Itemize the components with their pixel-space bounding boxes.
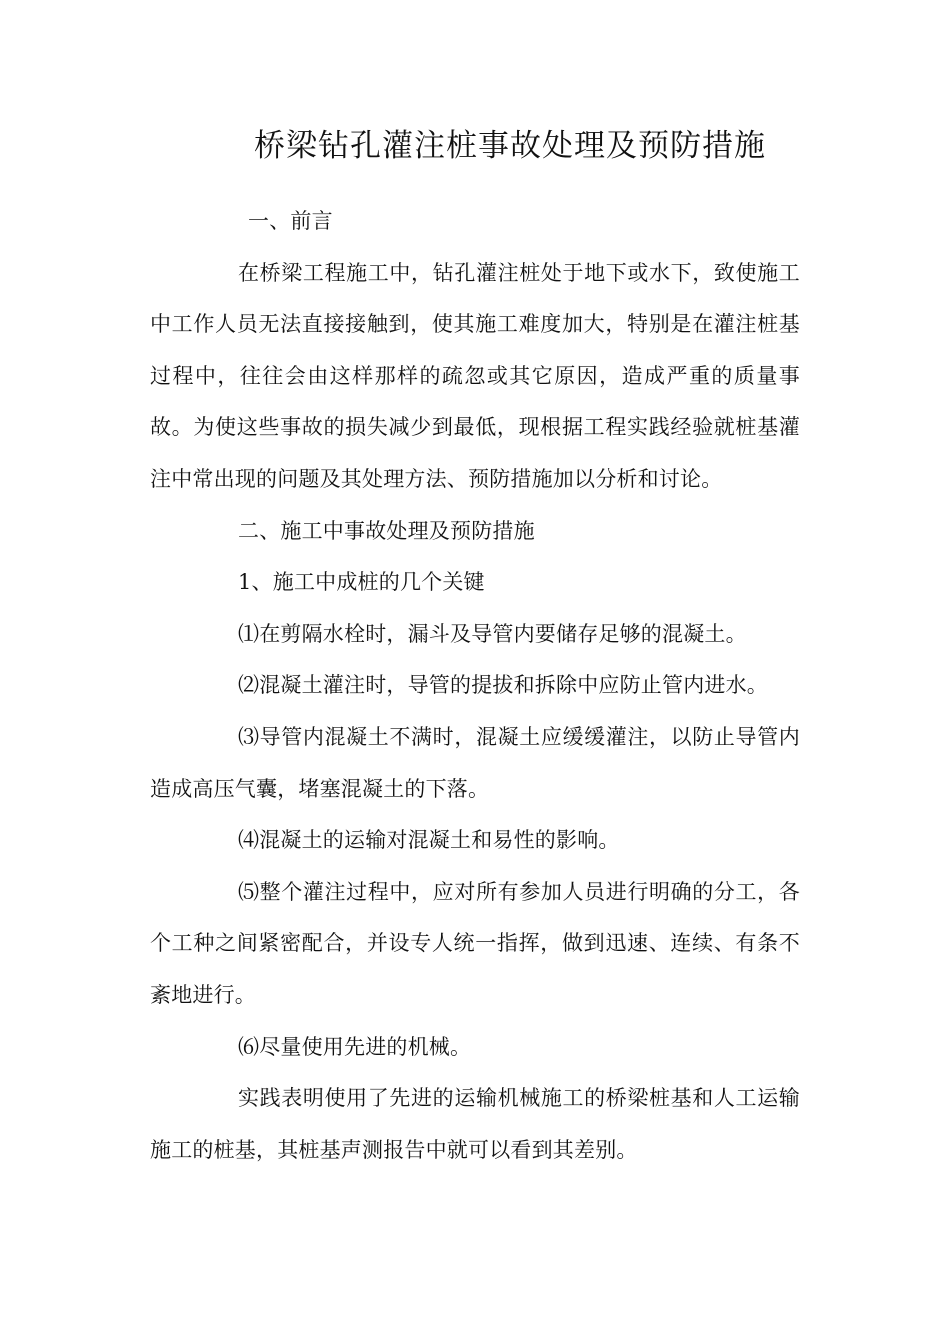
practice-paragraph: 实践表明使用了先进的运输机械施工的桥梁桩基和人工运输施工的桩基，其桩基声测报告中就可以看到其差别。 (150, 1086, 800, 1162)
preface-paragraph: 在桥梁工程施工中，钻孔灌注桩处于地下或水下，致使施工中工作人员无法直接接触到，使其施工难度加大，特别是在灌注桩基过程中，往往会由这样那样的疏忽或其它原因，造成严重的质量事故。为使这些事故的损失减少到最低，现根据工程实践经验就桩基灌注中常出现的问题及其处理方法、预防措施加以分析和讨论。 (150, 260, 800, 491)
list-item-3: ⑶导管内混凝土不满时，混凝土应缓缓灌注，以防止导管内造成高压气囊，堵塞混凝土的下落。 (150, 724, 800, 801)
list-item-4: ⑷混凝土的运输对混凝土和易性的影响。 (238, 828, 620, 853)
subsection1-heading: 1、施工中成桩的几个关键 (238, 570, 485, 595)
list-item-6: ⑹尽量使用先进的机械。 (238, 1034, 472, 1059)
section2-heading: 二、施工中事故处理及预防措施 (238, 518, 535, 543)
list-item-1: ⑴在剪隔水栓时，漏斗及导管内要储存足够的混凝土。 (238, 621, 747, 646)
preface-heading: 一、前言 (248, 209, 333, 233)
list-item-5: ⑸整个灌注过程中，应对所有参加人员进行明确的分工，各个工种之间紧密配合，并设专人统一指挥，做到迅速、连续、有条不紊地进行。 (150, 879, 800, 1007)
list-item-2: ⑵混凝土灌注时，导管的提拔和拆除中应防止管内进水。 (238, 673, 768, 698)
document-body (150, 196, 800, 1176)
document-title: 桥梁钻孔灌注桩事故处理及预防措施 (254, 128, 766, 164)
